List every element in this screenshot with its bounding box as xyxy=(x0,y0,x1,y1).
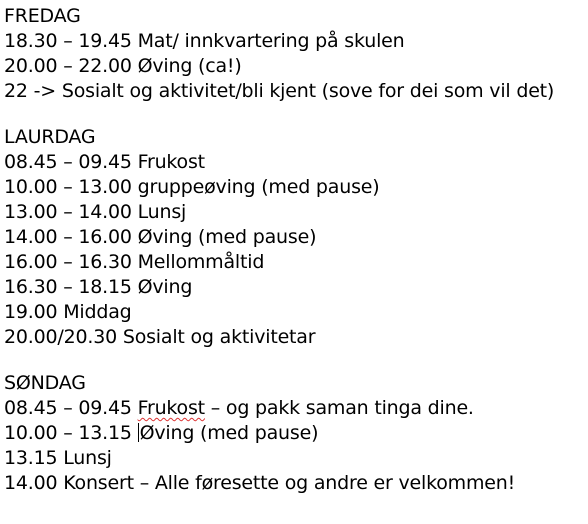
schedule-document xyxy=(4,4,584,496)
schedule-line: 19.00 Middag xyxy=(4,301,132,323)
line-text: 10.00 – 13.15 xyxy=(4,422,138,444)
schedule-line: 10.00 – 13.00 gruppeøving (med pause) xyxy=(4,176,380,198)
section-heading: SØNDAG xyxy=(4,372,86,394)
section-sondag xyxy=(4,371,584,496)
schedule-line: 20.00 – 22.00 Øving (ca!) xyxy=(4,55,242,77)
schedule-line: 16.00 – 16.30 Mellommåltid xyxy=(4,251,265,273)
section-heading: FREDAG xyxy=(4,5,81,27)
section-heading: LAURDAG xyxy=(4,126,96,148)
schedule-line: 08.45 – 09.45 Frukost xyxy=(4,151,205,173)
schedule-line: 20.00/20.30 Sosialt og aktivitetar xyxy=(4,326,316,348)
schedule-line: 22 -> Sosialt og aktivitet/bli kjent (sove for dei som vil det) xyxy=(4,80,555,102)
schedule-line: 18.30 – 19.45 Mat/ innkvartering på skulen xyxy=(4,30,405,52)
line-text: – og pakk saman tinga dine. xyxy=(204,397,474,419)
schedule-line: 16.30 – 18.15 Øving xyxy=(4,276,193,298)
schedule-line: 13.00 – 14.00 Lunsj xyxy=(4,201,187,223)
schedule-line: 14.00 Konsert – Alle føresette og andre er velkommen! xyxy=(4,472,516,494)
schedule-line: 14.00 – 16.00 Øving (med pause) xyxy=(4,226,317,248)
schedule-line: 13.15 Lunsj xyxy=(4,447,112,469)
schedule-line xyxy=(4,396,584,421)
text-cursor xyxy=(138,423,139,442)
schedule-line[interactable] xyxy=(4,421,584,446)
section-fredag xyxy=(4,4,584,104)
line-text: Øving (med pause) xyxy=(139,422,319,444)
line-text: 08.45 – 09.45 xyxy=(4,397,138,419)
spellcheck-flagged-word[interactable]: Frukost xyxy=(137,397,205,419)
section-laurdag xyxy=(4,125,584,350)
